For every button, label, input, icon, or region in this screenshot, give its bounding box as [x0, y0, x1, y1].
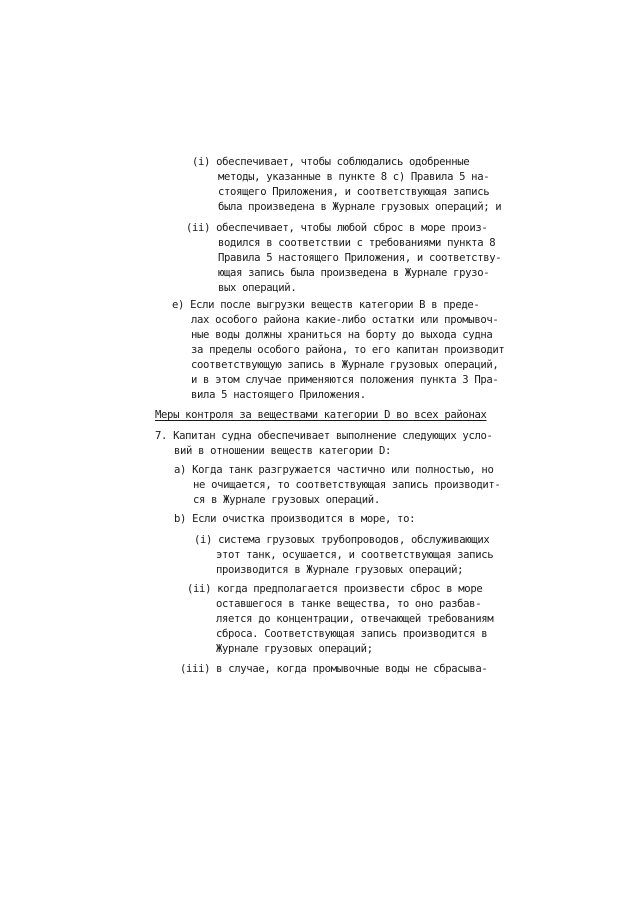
- text-line: (iii) в случае, когда промывочные воды не сбрасыва-: [180, 663, 488, 675]
- text-line: водился в соответствии с требованиями пункта 8: [218, 237, 496, 249]
- text-line: e) Если после выгрузки веществ категории В в преде-: [172, 299, 480, 311]
- text-line: соответствующую запись в Журнале грузовых операций,: [191, 359, 499, 371]
- text-line: 7. Капитан судна обеспечивает выполнение следующих усло-: [155, 430, 493, 442]
- text-line: Правила 5 настоящего Приложения, и соответству-: [218, 252, 502, 264]
- text-line: (i) система грузовых трубопроводов, обслуживающих: [194, 534, 490, 546]
- text-line: ляется до концентрации, отвечающей требованиям: [216, 613, 494, 625]
- text-line: и в этом случае применяются положения пункта 3 Пра-: [191, 374, 499, 386]
- text-line: вых операций.: [218, 282, 297, 294]
- text-line: не очищается, то соответствующая запись производит-: [193, 479, 501, 491]
- text-line: b) Если очистка производится в море, то:: [174, 513, 416, 525]
- text-line: оставшегося в танке вещества, то оно разбав-: [216, 598, 482, 610]
- text-line: методы, указанные в пункте 8 с) Правила 5 на-: [218, 171, 490, 183]
- text-line: за пределы особого района, то его капитан производит: [191, 344, 505, 356]
- text-line: производится в Журнале грузовых операций;: [216, 564, 464, 576]
- text-line: этот танк, осушается, и соответствующая запись: [216, 549, 494, 561]
- text-line: (ii) обеспечивает, чтобы любой сброс в море произ-: [186, 222, 488, 234]
- text-line: лах особого района какие-либо остатки или промывоч-: [191, 314, 499, 326]
- text-line: Журнале грузовых операций;: [216, 643, 373, 655]
- text-line: a) Когда танк разгружается частично или полностью, но: [174, 464, 494, 476]
- text-line: сброса. Соответствующая запись производится в: [216, 628, 488, 640]
- text-line: (ii) когда предполагается произвести сброс в море: [187, 583, 483, 595]
- text-line: ные воды должны храниться на борту до выхода судна: [191, 329, 493, 341]
- section-heading: Меры контроля за веществами категории D во всех районах: [155, 409, 487, 421]
- text-line: ся в Журнале грузовых операций.: [193, 494, 380, 506]
- text-line: ющая запись была произведена в Журнале грузо-: [218, 267, 490, 279]
- text-line: (i) обеспечивает, чтобы соблюдались одобренные: [192, 156, 470, 168]
- text-line: вий в отношении веществ категории D:: [174, 445, 392, 457]
- text-line: вила 5 настоящего Приложения.: [191, 389, 366, 401]
- text-line: стоящего Приложения, и соответствующая запись: [218, 186, 490, 198]
- text-line: была произведена в Журнале грузовых операций; и: [218, 201, 502, 213]
